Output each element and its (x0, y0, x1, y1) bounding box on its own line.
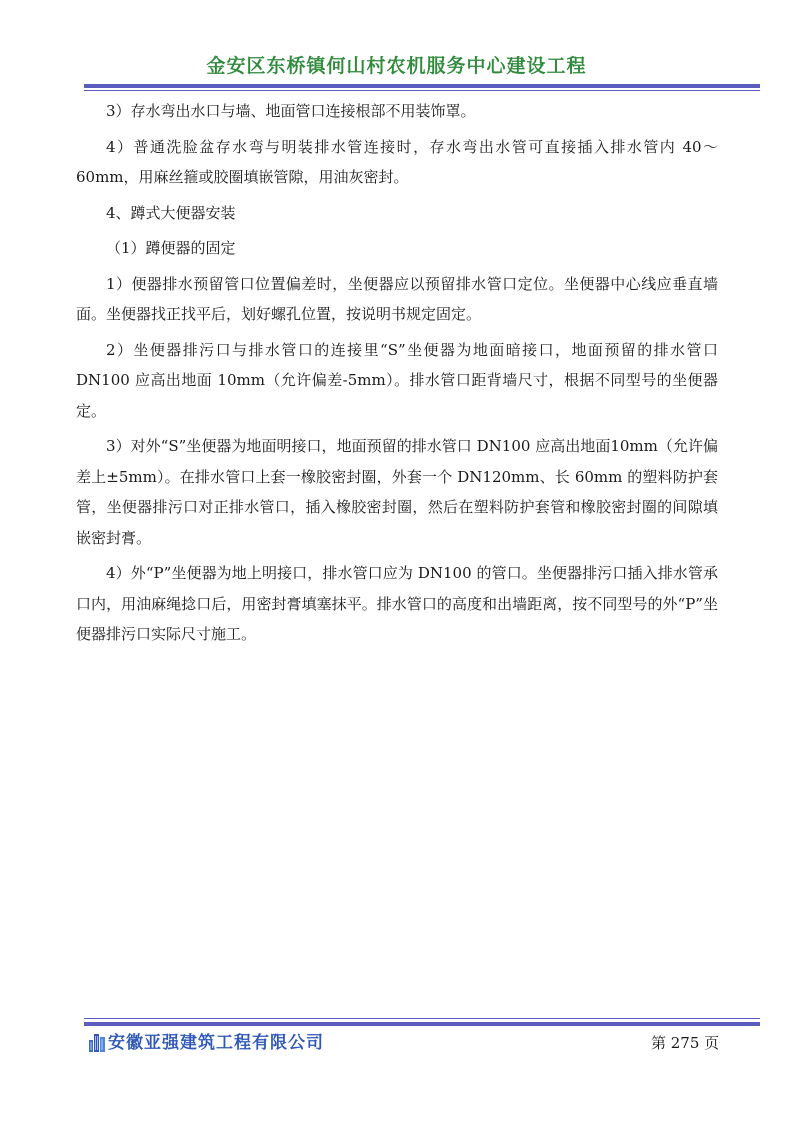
subsection-heading: （1）蹲便器的固定 (106, 239, 236, 257)
paragraph: 1）便器排水预留管口位置偏差时，坐便器应以预留排水管口定位。坐便器中心线应垂直墙面。坐便器找正找平后，划好螺孔位置，按说明书规定固定。 (76, 274, 718, 323)
footer-divider-thick (84, 1022, 760, 1026)
document-body (76, 96, 718, 650)
paragraph: 3）存水弯出水口与墙、地面管口连接根部不用装饰罩。 (106, 102, 476, 120)
header-divider-thick (84, 84, 760, 88)
paragraph: 4）外“P”坐便器为地上明接口，排水管口应为 DN100 的管口。坐便器排污口插入排水管承口内，用油麻绳捻口后，用密封膏填塞抹平。排水管口的高度和出墙距离，按不同型号的外“P”坐便器排污口实际尺寸施工。 (76, 564, 718, 643)
building-logo-icon (88, 1032, 106, 1052)
footer-divider-thin (84, 1018, 760, 1019)
header-divider-thin (84, 90, 760, 91)
page-number: 第 275 页 (651, 1034, 720, 1052)
paragraph: 2）坐便器排污口与排水管口的连接里“S”坐便器为地面暗接口，地面预留的排水管口 DN100 应高出地面 10mm（允许偏差-5mm）。排水管口距背墙尺寸，根据不同型号的坐便器定。 (76, 340, 718, 420)
paragraph: 3）对外“S”坐便器为地面明接口，地面预留的排水管口 DN100 应高出地面10mm（允许偏差上±5mm）。在排水管口上套一橡胶密封圈，外套一个 DN120mm、长 60mm 的塑料防护套管，坐便器排污口对正排水管口，插入橡胶密封圈，然后在塑料防护套管和橡胶密封圈的间隙填嵌密封膏。 (76, 437, 718, 547)
section-heading: 4、蹲式大便器安装 (106, 203, 236, 222)
paragraph: 4）普通洗脸盆存水弯与明装排水管连接时，存水弯出水管可直接插入排水管内 40～60mm，用麻丝箍或胶圈填嵌管隙，用油灰密封。 (76, 137, 718, 186)
footer-company-name: 安徽亚强建筑工程有限公司 (108, 1033, 324, 1053)
page-header-title: 金安区东桥镇何山村农机服务中心建设工程 (206, 55, 587, 77)
